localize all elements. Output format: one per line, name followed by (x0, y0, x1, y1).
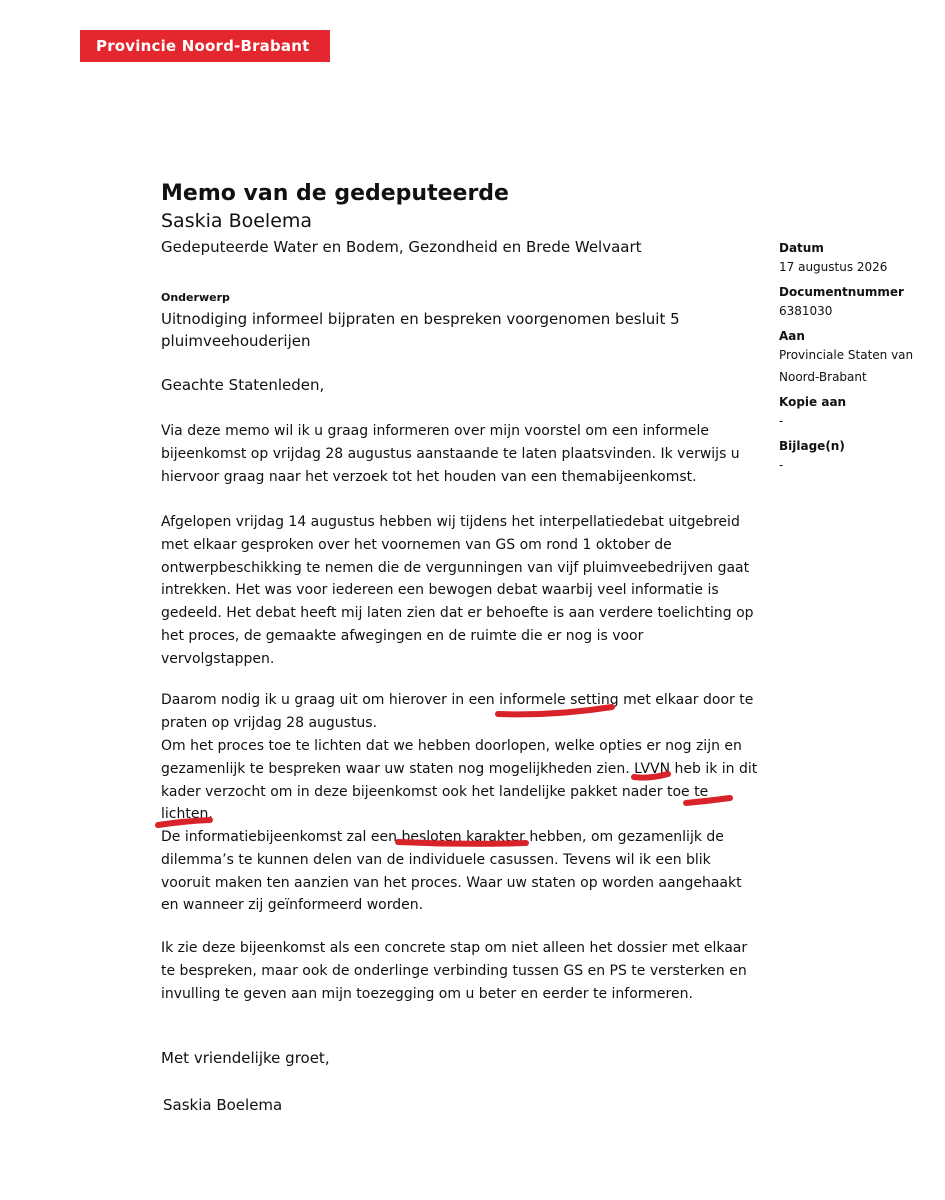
author-role: Gedeputeerde Water en Bodem, Gezondheid en Brede Welvaart (161, 238, 642, 256)
paragraph-2: Afgelopen vrijdag 14 augustus hebben wij tijdens het interpellatiedebat uitgebreid met elkaar gesproken over het voornemen van GS om rond 1 oktober de ontwerpbeschikking te nemen die de vergunningen van vijf pluimveebedrijven gaat intrekken. Het was voor iedereen een bewogen debat waarbij veel informatie is gedeeld. Het debat heeft mij laten zien dat er behoefte is aan verdere toelichting op het proces, de gemaakte afwegingen en de ruimte die er nog is voor vervolgstappen. (161, 514, 754, 667)
closing: Met vriendelijke groet, (161, 1049, 330, 1067)
attachments-value: - (779, 458, 784, 472)
paragraph-5: De informatiebijeenkomst zal een besloten karakter hebben, om gezamenlijk de dilemma’s te kunnen delen van de individuele casussen. Tevens wil ik een blik vooruit maken ten aanzien van het proces. Waar uw staten op worden aangehaakt en wanneer zij geïnformeerd worden. (161, 829, 742, 914)
memo-title: Memo van de gedeputeerde (161, 181, 509, 206)
recipient-value: Provinciale Staten van Noord-Brabant (779, 348, 914, 384)
paragraph-3: Daarom nodig ik u graag uit om hierover in een informele setting met elkaar door te praten op vrijdag 28 augustus. (161, 692, 754, 731)
signature: Saskia Boelema (163, 1096, 283, 1114)
document-number-value: 6381030 (779, 304, 833, 318)
province-logo: Provincie Noord-Brabant (80, 30, 330, 62)
date-label: Datum (779, 241, 824, 255)
paragraph-6: Ik zie deze bijeenkomst als een concrete stap om niet alleen het dossier met elkaar te bespreken, maar ook de onderlinge verbinding tussen GS en PS te versterken en invulling te geven aan mijn toezegging om u beter en eerder te informeren. (161, 940, 748, 1002)
copy-to-label: Kopie aan (779, 395, 847, 409)
salutation: Geachte Statenleden, (161, 376, 325, 394)
attachments-label: Bijlage(n) (779, 439, 845, 453)
recipient-label: Aan (779, 329, 805, 343)
author-name: Saskia Boelema (161, 210, 313, 232)
copy-to-value: - (779, 414, 784, 428)
paragraph-4: Om het proces toe te lichten dat we hebben doorlopen, welke opties er nog zijn en gezamenlijk te bespreken waar uw staten nog mogelijkheden zien. LVVN heb ik in dit kader verzocht om in deze bijeenkomst ook het landelijke pakket nader toe te lichten. (161, 738, 758, 823)
paragraph-1: Via deze memo wil ik u graag informeren over mijn voorstel om een informele bijeenkomst op vrijdag 28 augustus aanstaande te laten plaatsvinden. Ik verwijs u hiervoor graag naar het verzoek tot het houden van een themabijeenkomst. (161, 423, 740, 485)
subject-label: Onderwerp (161, 291, 230, 304)
document-number-label: Documentnummer (779, 285, 904, 299)
date-value: 17 augustus 2026 (779, 260, 888, 274)
subject-text: Uitnodiging informeel bijpraten en bespreken voorgenomen besluit 5 pluimveehouderijen (161, 310, 680, 350)
metadata-sidebar (779, 240, 929, 482)
